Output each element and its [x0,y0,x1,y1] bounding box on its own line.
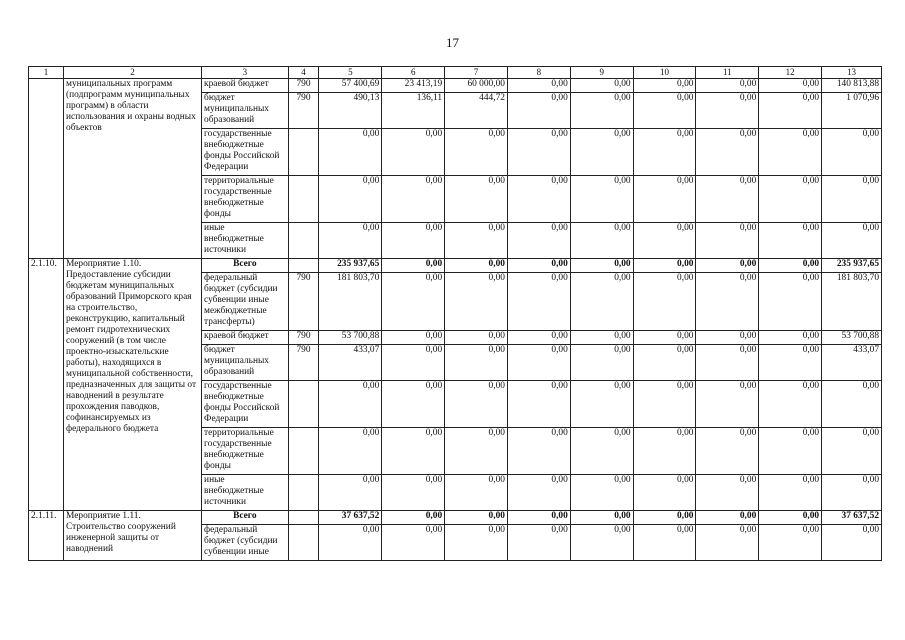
value-6: 0,00 [382,129,445,176]
header-cell: 8 [507,67,570,79]
value-6: 0,00 [382,273,445,331]
value-10: 0,00 [633,428,696,475]
budget-table [28,66,882,561]
value-6: 0,00 [382,331,445,345]
value-13: 181 803,70 [822,273,882,331]
budget-code [288,176,319,223]
value-8: 0,00 [507,381,570,428]
header-cell: 4 [288,67,319,79]
funding-source: территориальные государственные внебюджетные фонды [202,176,289,223]
value-12: 0,00 [759,129,822,176]
value-11: 0,00 [696,511,759,525]
value-12: 0,00 [759,223,822,259]
value-12: 0,00 [759,331,822,345]
value-11: 0,00 [696,428,759,475]
value-10: 0,00 [633,525,696,561]
header-cell: 3 [202,67,289,79]
value-8: 0,00 [507,93,570,129]
value-7: 0,00 [445,223,508,259]
value-9: 0,00 [570,129,633,176]
value-5: 0,00 [319,129,382,176]
funding-source: федеральный бюджет (субсидии субвенции иные межбюджетные трансферты) [202,273,289,331]
value-6: 0,00 [382,428,445,475]
value-6: 0,00 [382,511,445,525]
value-11: 0,00 [696,525,759,561]
value-7: 0,00 [445,428,508,475]
value-7: 444,72 [445,93,508,129]
value-13: 433,07 [822,345,882,381]
value-12: 0,00 [759,176,822,223]
budget-code [288,259,319,273]
value-9: 0,00 [570,79,633,93]
value-10: 0,00 [633,331,696,345]
budget-code [288,381,319,428]
value-11: 0,00 [696,345,759,381]
value-8: 0,00 [507,345,570,381]
value-10: 0,00 [633,345,696,381]
value-7: 0,00 [445,259,508,273]
header-cell: 13 [822,67,882,79]
value-8: 0,00 [507,129,570,176]
budget-code: 790 [288,79,319,93]
value-8: 0,00 [507,525,570,561]
item-name: Мероприятие 1.10. Предоставление субсидии бюджетам муниципальных образований Приморского края на строительство, реконструкцию, капитальный ремонт гидротехнических сооружений (в том числе проектно-изыскательские работы), находящихся в муниципальной собственности, предназначенных для защиты от наводнений в результате прохождения паводков, софинансируемых из федерального бюджета [64,259,202,511]
value-7: 60 000,00 [445,79,508,93]
funding-source: государственные внебюджетные фонды Российской Федерации [202,129,289,176]
header-cell: 1 [29,67,64,79]
value-5: 181 803,70 [319,273,382,331]
value-10: 0,00 [633,259,696,273]
item-name: муниципальных программ (подпрограмм муниципальных программ) в области использования и охраны водных объектов [64,79,202,259]
value-12: 0,00 [759,273,822,331]
value-12: 0,00 [759,381,822,428]
value-10: 0,00 [633,273,696,331]
value-10: 0,00 [633,79,696,93]
value-6: 0,00 [382,345,445,381]
value-13: 37 637,52 [822,511,882,525]
value-7: 0,00 [445,381,508,428]
value-5: 53 700,88 [319,331,382,345]
funding-source: государственные внебюджетные фонды Российской Федерации [202,381,289,428]
value-10: 0,00 [633,511,696,525]
value-5: 0,00 [319,381,382,428]
value-7: 0,00 [445,511,508,525]
value-12: 0,00 [759,428,822,475]
item-name: Мероприятие 1.11. Строительство сооружений инженерной защиты от наводнений [64,511,202,561]
value-13: 0,00 [822,428,882,475]
item-number [29,79,64,259]
value-9: 0,00 [570,475,633,511]
value-12: 0,00 [759,345,822,381]
value-11: 0,00 [696,176,759,223]
value-13: 0,00 [822,223,882,259]
value-7: 0,00 [445,475,508,511]
value-9: 0,00 [570,428,633,475]
value-12: 0,00 [759,511,822,525]
funding-source: иные внебюджетные источники [202,223,289,259]
value-7: 0,00 [445,331,508,345]
value-5: 0,00 [319,223,382,259]
value-8: 0,00 [507,223,570,259]
value-7: 0,00 [445,525,508,561]
value-7: 0,00 [445,273,508,331]
value-9: 0,00 [570,176,633,223]
value-13: 235 937,65 [822,259,882,273]
budget-code [288,223,319,259]
item-number: 2.1.11. [29,511,64,561]
value-6: 0,00 [382,525,445,561]
value-9: 0,00 [570,525,633,561]
funding-source: Всего [202,511,289,525]
value-7: 0,00 [445,129,508,176]
value-11: 0,00 [696,93,759,129]
value-6: 0,00 [382,259,445,273]
value-6: 0,00 [382,381,445,428]
value-13: 0,00 [822,475,882,511]
value-9: 0,00 [570,223,633,259]
total-row [29,511,882,525]
value-5: 235 937,65 [319,259,382,273]
header-cell: 12 [759,67,822,79]
budget-code [288,428,319,475]
value-9: 0,00 [570,345,633,381]
value-13: 140 813,88 [822,79,882,93]
header-cell: 11 [696,67,759,79]
budget-code: 790 [288,273,319,331]
value-10: 0,00 [633,475,696,511]
funding-source: бюджет муниципальных образований [202,345,289,381]
header-cell: 6 [382,67,445,79]
value-10: 0,00 [633,129,696,176]
value-8: 0,00 [507,259,570,273]
value-6: 23 413,19 [382,79,445,93]
value-9: 0,00 [570,381,633,428]
header-cell: 2 [64,67,202,79]
total-row [29,259,882,273]
value-9: 0,00 [570,93,633,129]
value-11: 0,00 [696,129,759,176]
value-13: 1 070,96 [822,93,882,129]
value-6: 0,00 [382,176,445,223]
value-12: 0,00 [759,93,822,129]
funding-source: бюджет муниципальных образований [202,93,289,129]
value-9: 0,00 [570,259,633,273]
value-6: 136,11 [382,93,445,129]
budget-code [288,511,319,525]
value-10: 0,00 [633,176,696,223]
value-13: 0,00 [822,176,882,223]
table-row [29,79,882,93]
header-cell: 10 [633,67,696,79]
value-5: 37 637,52 [319,511,382,525]
value-11: 0,00 [696,223,759,259]
value-13: 0,00 [822,129,882,176]
value-8: 0,00 [507,428,570,475]
value-5: 433,07 [319,345,382,381]
budget-code: 790 [288,345,319,381]
value-9: 0,00 [570,331,633,345]
item-number: 2.1.10. [29,259,64,511]
value-13: 0,00 [822,381,882,428]
header-cell: 7 [445,67,508,79]
funding-source: краевой бюджет [202,79,289,93]
page-number: 17 [446,35,459,50]
budget-code: 790 [288,331,319,345]
header-row [29,67,882,79]
funding-source: иные внебюджетные источники [202,475,289,511]
value-8: 0,00 [507,511,570,525]
value-11: 0,00 [696,259,759,273]
funding-source: краевой бюджет [202,331,289,345]
value-7: 0,00 [445,345,508,381]
value-5: 0,00 [319,525,382,561]
value-5: 0,00 [319,428,382,475]
funding-source: федеральный бюджет (субсидии субвенции иные [202,525,289,561]
value-5: 57 400,69 [319,79,382,93]
value-11: 0,00 [696,331,759,345]
value-8: 0,00 [507,475,570,511]
value-13: 0,00 [822,525,882,561]
table-body [29,67,882,561]
budget-code [288,525,319,561]
value-9: 0,00 [570,273,633,331]
value-12: 0,00 [759,475,822,511]
budget-code [288,129,319,176]
budget-code [288,475,319,511]
value-10: 0,00 [633,223,696,259]
value-10: 0,00 [633,93,696,129]
value-8: 0,00 [507,273,570,331]
value-8: 0,00 [507,331,570,345]
value-11: 0,00 [696,381,759,428]
funding-source: Всего [202,259,289,273]
value-8: 0,00 [507,176,570,223]
header-cell: 5 [319,67,382,79]
value-12: 0,00 [759,525,822,561]
budget-code: 790 [288,93,319,129]
header-cell: 9 [570,67,633,79]
value-13: 53 700,88 [822,331,882,345]
value-11: 0,00 [696,273,759,331]
value-6: 0,00 [382,475,445,511]
value-5: 490,13 [319,93,382,129]
value-11: 0,00 [696,475,759,511]
value-8: 0,00 [507,79,570,93]
value-10: 0,00 [633,381,696,428]
value-9: 0,00 [570,511,633,525]
value-12: 0,00 [759,79,822,93]
value-5: 0,00 [319,176,382,223]
value-6: 0,00 [382,223,445,259]
value-7: 0,00 [445,176,508,223]
value-11: 0,00 [696,79,759,93]
funding-source: территориальные государственные внебюджетные фонды [202,428,289,475]
value-5: 0,00 [319,475,382,511]
value-12: 0,00 [759,259,822,273]
